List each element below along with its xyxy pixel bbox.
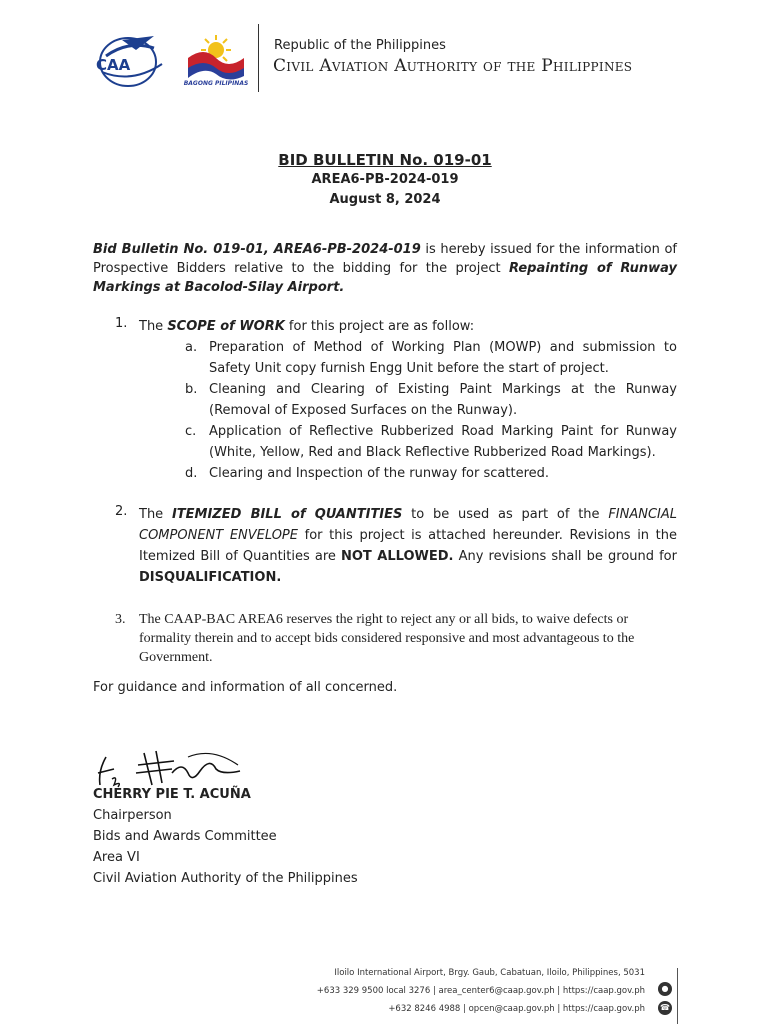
footer-contact-2: +632 8246 4988 | opcen@caap.gov.ph | https://caap.gov.ph: [388, 1004, 645, 1014]
item-2-not-allowed: NOT ALLOWED.: [341, 549, 454, 564]
item-1-heading: [139, 316, 677, 337]
header-divider: [258, 24, 259, 92]
sub-label: b.: [185, 382, 198, 397]
item-3-number: 3.: [115, 612, 126, 627]
item-2-number: 2.: [115, 504, 128, 519]
item-2-text: [139, 504, 677, 588]
intro-text: is hereby issued for the information of Prospective Bidders relative to the bidding for the project: [93, 242, 677, 276]
bulletin-date: August 8, 2024: [329, 192, 441, 207]
item-3-text: The CAAP-BAC AREA6 reserves the right to reject any or all bids, to waive defects or formality therein and to accept bids considered responsive and most advantageous to the Government.: [139, 612, 635, 665]
caa-logo: [92, 34, 172, 90]
item-2-bold: ITEMIZED BILL of QUANTITIES: [171, 507, 403, 522]
sub-text: Clearing and Inspection of the runway for scattered.: [209, 466, 550, 481]
bulletin-ref: AREA6-PB-2024-019: [311, 172, 459, 187]
signatory-name: CHERRY PIE T. ACUÑA: [93, 787, 251, 802]
list-item: [185, 379, 677, 421]
list-item: [185, 463, 677, 484]
caa-logo-text: CAA: [96, 56, 131, 74]
item-2-pre: The: [139, 507, 172, 522]
globe-icon: ●: [658, 982, 672, 996]
sub-label: c.: [185, 424, 197, 439]
item-1-bold: SCOPE of WORK: [167, 319, 285, 334]
item-2-post2: Any revisions shall be ground for: [453, 549, 677, 564]
item-2-italic: FINANCIAL COMPONENT ENVELOPE: [139, 507, 678, 543]
footer-address: Iloilo International Airport, Brgy. Gaub, Cabatuan, Iloilo, Philippines, 5031: [334, 968, 645, 978]
intro-project: Repainting of Runway Markings at Bacolod-Silay Airport.: [93, 261, 677, 295]
intro-paragraph: [93, 240, 677, 297]
item-2-disqualification: DISQUALIFICATION.: [139, 570, 282, 585]
item-1-pre: The: [139, 319, 168, 334]
item-2-post: for this project is attached hereunder. Revisions in the Itemized Bill of Quantities are: [139, 528, 677, 564]
sub-text: Application of Reflective Rubberized Road Marking Paint for Runway (White, Yellow, Red and Black Reflective Rubberized Road Markings).: [209, 424, 677, 460]
closing-text: For guidance and information of all concerned.: [93, 680, 398, 695]
signatory-area: Area VI: [93, 850, 140, 865]
republic-text: Republic of the Philippines: [274, 38, 446, 53]
bagong-pilipinas-text: BAGONG PILIPINAS: [183, 80, 249, 87]
intro-lead: Bid Bulletin No. 019-01, AREA6-PB-2024-019: [93, 242, 421, 257]
footer-contact-1: +633 329 9500 local 3276 | area_center6@caap.gov.ph | https://caap.gov.ph: [316, 986, 645, 996]
agency-title: Civil Aviation Authority of the Philippines: [273, 56, 633, 76]
item-2-mid: to be used as part of the: [402, 507, 609, 522]
bagong-pilipinas-logo: [180, 28, 252, 92]
sub-text: Cleaning and Clearing of Existing Paint Markings at the Runway (Removal of Exposed Surfaces on the Runway).: [209, 382, 677, 418]
sub-label: a.: [185, 340, 198, 355]
signatory-committee: Bids and Awards Committee: [93, 829, 277, 844]
item-1-number: 1.: [115, 316, 128, 331]
phone-icon: ☎: [658, 1001, 672, 1015]
footer-divider: [677, 968, 678, 1024]
bulletin-title: BID BULLETIN No. 019-01: [278, 151, 492, 169]
sub-label: d.: [185, 466, 198, 481]
list-item: [185, 337, 677, 379]
sub-text: Preparation of Method of Working Plan (MOWP) and submission to Safety Unit copy furnish Engg Unit before the start of project.: [209, 340, 677, 376]
item-1-post: for this project are as follow:: [284, 319, 475, 334]
signatory-agency: Civil Aviation Authority of the Philippines: [93, 871, 358, 886]
signatory-position: Chairperson: [93, 808, 172, 823]
list-item: [185, 421, 677, 463]
